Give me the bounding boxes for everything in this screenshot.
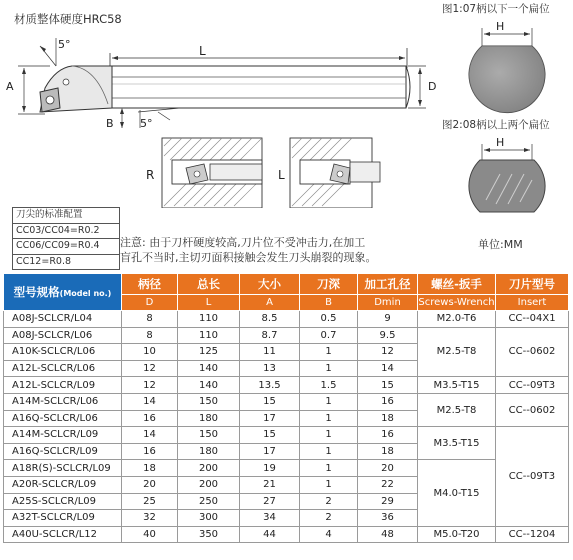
cell-l: 150 bbox=[178, 393, 240, 410]
cell-model: A12L-SCLCR/L06 bbox=[4, 360, 122, 377]
header-model: 型号规格(Model no.) bbox=[4, 274, 122, 311]
cell-model: A32T-SCLCR/L09 bbox=[4, 510, 122, 527]
cell-a: 34 bbox=[240, 510, 300, 527]
cell-l: 110 bbox=[178, 327, 240, 344]
header-insert-cn: 刀片型号 bbox=[496, 274, 569, 295]
cell-b: 1.5 bbox=[300, 377, 358, 394]
cell-b: 1 bbox=[300, 393, 358, 410]
header-l-cn: 总长 bbox=[178, 274, 240, 295]
cell-dmin: 16 bbox=[358, 427, 418, 444]
cell-dmin: 9.5 bbox=[358, 327, 418, 344]
header-d-cn: 柄径 bbox=[122, 274, 178, 295]
h1-label: H bbox=[496, 20, 505, 33]
cell-dmin: 9 bbox=[358, 311, 418, 328]
cell-d: 14 bbox=[122, 427, 178, 444]
shank-cross-sections bbox=[440, 14, 570, 224]
cell-d: 12 bbox=[122, 377, 178, 394]
length-label: L bbox=[199, 44, 206, 58]
cell-model: A16Q-SCLCR/L06 bbox=[4, 410, 122, 427]
header-a-en: A bbox=[240, 295, 300, 311]
cell-b: 1 bbox=[300, 460, 358, 477]
cell-d: 14 bbox=[122, 393, 178, 410]
cell-insert: CC--09T3 bbox=[496, 377, 569, 394]
table-row bbox=[4, 393, 569, 410]
table-row bbox=[4, 311, 569, 328]
angle-top-label: 5° bbox=[58, 38, 71, 51]
header-b-cn: 刀深 bbox=[300, 274, 358, 295]
cell-dmin: 18 bbox=[358, 443, 418, 460]
unit-label: 单位:MM bbox=[478, 238, 523, 251]
cell-l: 200 bbox=[178, 476, 240, 493]
cell-l: 350 bbox=[178, 526, 240, 543]
cell-d: 8 bbox=[122, 327, 178, 344]
cell-a: 15 bbox=[240, 393, 300, 410]
tip-config-row: CC12=R0.8 bbox=[13, 254, 119, 270]
tip-config-row: CC06/CC09=R0.4 bbox=[13, 238, 119, 254]
r-side-label: R bbox=[146, 168, 155, 182]
cell-d: 40 bbox=[122, 526, 178, 543]
cell-d: 20 bbox=[122, 476, 178, 493]
table-row bbox=[4, 460, 569, 477]
cell-dmin: 48 bbox=[358, 526, 418, 543]
cell-l: 300 bbox=[178, 510, 240, 527]
cell-model: A08J-SCLCR/L04 bbox=[4, 311, 122, 328]
table-row bbox=[4, 377, 569, 394]
table-row bbox=[4, 327, 569, 344]
cell-d: 16 bbox=[122, 443, 178, 460]
cell-a: 44 bbox=[240, 526, 300, 543]
table-row bbox=[4, 526, 569, 543]
tip-config-box bbox=[12, 207, 120, 270]
cell-insert: CC--1204 bbox=[496, 526, 569, 543]
cell-d: 12 bbox=[122, 360, 178, 377]
cell-a: 8.7 bbox=[240, 327, 300, 344]
cell-l: 140 bbox=[178, 377, 240, 394]
header-screw-en: Screws-Wrench bbox=[418, 295, 496, 311]
cell-model: A16Q-SCLCR/L09 bbox=[4, 443, 122, 460]
cell-dmin: 20 bbox=[358, 460, 418, 477]
header-l-en: L bbox=[178, 295, 240, 311]
cell-b: 1 bbox=[300, 360, 358, 377]
cell-d: 10 bbox=[122, 344, 178, 361]
cell-screw: M2.0-T6 bbox=[418, 311, 496, 328]
cell-dmin: 29 bbox=[358, 493, 418, 510]
caution-line-2: 盲孔不当时,主切刃面积接触会发生刀头崩裂的现象。 bbox=[120, 251, 377, 264]
tip-config-row: CC03/CC04=R0.2 bbox=[13, 223, 119, 239]
cell-b: 1 bbox=[300, 443, 358, 460]
cell-a: 17 bbox=[240, 443, 300, 460]
cell-a: 13.5 bbox=[240, 377, 300, 394]
spec-table bbox=[3, 273, 569, 543]
header-screw-cn: 螺丝-扳手 bbox=[418, 274, 496, 295]
h2-label: H bbox=[496, 136, 505, 149]
cell-l: 180 bbox=[178, 410, 240, 427]
cell-model: A08J-SCLCR/L06 bbox=[4, 327, 122, 344]
cell-l: 250 bbox=[178, 493, 240, 510]
header-b-en: B bbox=[300, 295, 358, 311]
material-note: 材质整体硬度HRC58 bbox=[14, 12, 122, 26]
cell-b: 0.7 bbox=[300, 327, 358, 344]
cell-a: 19 bbox=[240, 460, 300, 477]
cell-l: 180 bbox=[178, 443, 240, 460]
fig2-caption: 图2:08柄以上两个扁位 bbox=[442, 119, 550, 131]
cell-dmin: 15 bbox=[358, 377, 418, 394]
cell-screw: M2.5-T8 bbox=[418, 393, 496, 426]
cell-model: A12L-SCLCR/L09 bbox=[4, 377, 122, 394]
a-label: A bbox=[6, 80, 14, 93]
cell-dmin: 18 bbox=[358, 410, 418, 427]
cell-b: 2 bbox=[300, 510, 358, 527]
cell-b: 0.5 bbox=[300, 311, 358, 328]
cell-dmin: 12 bbox=[358, 344, 418, 361]
cell-screw: M4.0-T15 bbox=[418, 460, 496, 526]
cell-d: 18 bbox=[122, 460, 178, 477]
cell-d: 16 bbox=[122, 410, 178, 427]
cell-b: 1 bbox=[300, 410, 358, 427]
header-d-en: D bbox=[122, 295, 178, 311]
cell-model: A40U-SCLCR/L12 bbox=[4, 526, 122, 543]
cell-a: 27 bbox=[240, 493, 300, 510]
cell-b: 1 bbox=[300, 344, 358, 361]
cell-l: 125 bbox=[178, 344, 240, 361]
table-row bbox=[4, 427, 569, 444]
cell-b: 2 bbox=[300, 493, 358, 510]
tool-diagram bbox=[0, 28, 440, 208]
cell-d: 25 bbox=[122, 493, 178, 510]
d-label: D bbox=[428, 80, 437, 93]
fig1-caption: 图1:07柄以下一个扁位 bbox=[442, 3, 550, 15]
cell-l: 150 bbox=[178, 427, 240, 444]
cell-insert: CC--0602 bbox=[496, 393, 569, 426]
header-dmin-en: Dmin bbox=[358, 295, 418, 311]
cell-dmin: 16 bbox=[358, 393, 418, 410]
cell-a: 17 bbox=[240, 410, 300, 427]
cell-model: A14M-SCLCR/L09 bbox=[4, 427, 122, 444]
cell-dmin: 36 bbox=[358, 510, 418, 527]
cell-a: 8.5 bbox=[240, 311, 300, 328]
cell-screw: M5.0-T20 bbox=[418, 526, 496, 543]
tip-config-title: 刀尖的标准配置 bbox=[16, 209, 83, 220]
cell-screw: M3.5-T15 bbox=[418, 427, 496, 460]
cell-dmin: 22 bbox=[358, 476, 418, 493]
cell-screw: M2.5-T8 bbox=[418, 327, 496, 377]
header-dmin-cn: 加工孔径 bbox=[358, 274, 418, 295]
caution-line-1: 注意: 由于刀杆硬度较高,刀片位不受冲击力,在加工 bbox=[120, 236, 366, 249]
angle-bottom-label: 5° bbox=[140, 117, 153, 130]
cell-a: 13 bbox=[240, 360, 300, 377]
header-a-cn: 大小 bbox=[240, 274, 300, 295]
b-label: B bbox=[106, 117, 114, 130]
l-side-label: L bbox=[278, 168, 285, 182]
cell-b: 4 bbox=[300, 526, 358, 543]
cell-model: A25S-SCLCR/L09 bbox=[4, 493, 122, 510]
cell-l: 110 bbox=[178, 311, 240, 328]
cell-b: 1 bbox=[300, 427, 358, 444]
cell-screw: M3.5-T15 bbox=[418, 377, 496, 394]
cell-l: 200 bbox=[178, 460, 240, 477]
header-insert-en: Insert bbox=[496, 295, 569, 311]
cell-a: 21 bbox=[240, 476, 300, 493]
cell-dmin: 14 bbox=[358, 360, 418, 377]
cell-d: 32 bbox=[122, 510, 178, 527]
cell-a: 15 bbox=[240, 427, 300, 444]
cell-insert: CC--09T3 bbox=[496, 427, 569, 527]
cell-l: 140 bbox=[178, 360, 240, 377]
cell-insert: CC--0602 bbox=[496, 327, 569, 377]
cell-model: A18R(S)-SCLCR/L09 bbox=[4, 460, 122, 477]
cell-d: 8 bbox=[122, 311, 178, 328]
cell-insert: CC--04X1 bbox=[496, 311, 569, 328]
cell-model: A14M-SCLCR/L06 bbox=[4, 393, 122, 410]
cell-model: A20R-SCLCR/L09 bbox=[4, 476, 122, 493]
cell-model: A10K-SCLCR/L06 bbox=[4, 344, 122, 361]
cell-a: 11 bbox=[240, 344, 300, 361]
cell-b: 1 bbox=[300, 476, 358, 493]
